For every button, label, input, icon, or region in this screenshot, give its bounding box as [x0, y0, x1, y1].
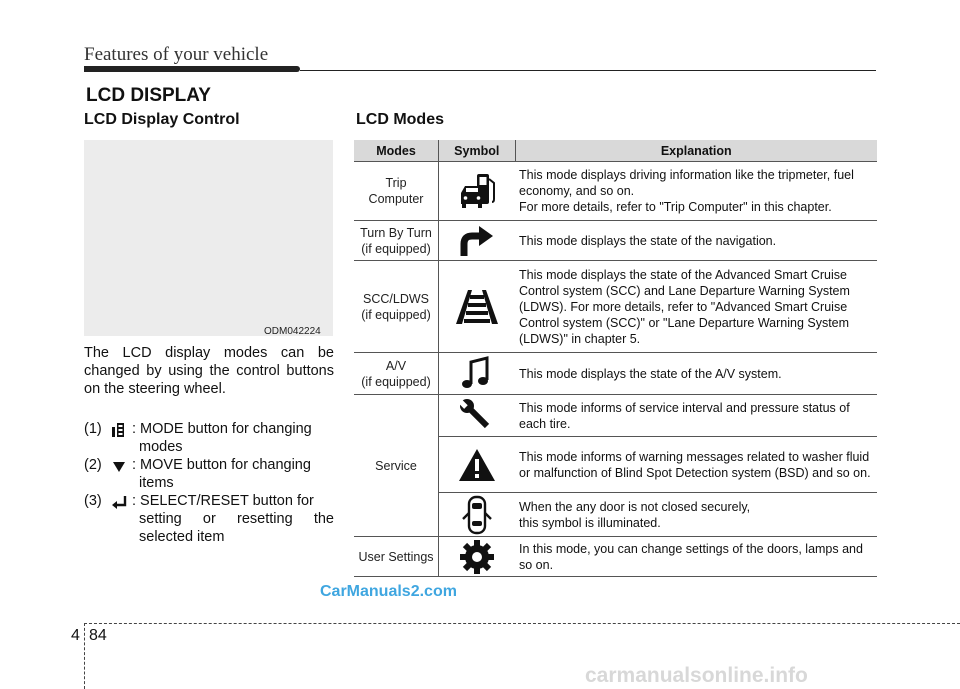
- mode-cell: Turn By Turn (if equipped): [354, 221, 439, 261]
- footer-rule: [84, 623, 960, 624]
- explanation-cell: This mode informs of warning messages related to washer fluid or malfunction of Blind Spot Detection system (BSD) and so on.: [515, 437, 877, 493]
- warning-icon: [439, 437, 516, 493]
- table-row: [354, 395, 877, 437]
- lane-icon: [439, 261, 516, 353]
- control-number: (1): [84, 421, 102, 437]
- explanation-cell: This mode displays the state of the A/V system.: [515, 353, 877, 395]
- mode-cell: User Settings: [354, 537, 439, 577]
- page-chapter: 4: [71, 627, 80, 644]
- explanation-cell: In this mode, you can change settings of the doors, lamps and so on.: [515, 537, 877, 577]
- header-title: Features of your vehicle: [84, 44, 269, 65]
- lcd-modes-heading: LCD Modes: [356, 111, 444, 128]
- control-number: (2): [84, 457, 102, 473]
- header-symbol: Symbol: [439, 140, 516, 162]
- table-header-row: [354, 140, 877, 162]
- control-text-cont: items: [139, 475, 174, 491]
- gear-icon: [439, 537, 516, 577]
- header-modes: Modes: [354, 140, 439, 162]
- page-number: 84: [89, 627, 107, 644]
- intro-paragraph: The LCD display modes can be changed by using the control buttons on the steering wheel.: [84, 345, 334, 397]
- explanation-cell: When the any door is not closed securely, this symbol is illuminated.: [515, 493, 877, 537]
- control-text: : MOVE button for changing: [132, 457, 311, 473]
- control-text-cont: setting or resetting the selected item: [139, 511, 334, 545]
- table-row: [354, 261, 877, 353]
- music-note-icon: [439, 353, 516, 395]
- explanation-cell: This mode informs of service interval and pressure status of each tire.: [515, 395, 877, 437]
- table-row: [354, 537, 877, 577]
- mode-cell: Service: [354, 395, 439, 537]
- section-title: LCD DISPLAY: [86, 85, 211, 106]
- control-text: : MODE button for changing: [132, 421, 312, 437]
- watermark-link[interactable]: CarManuals2.com: [320, 583, 457, 600]
- lcd-modes-table: [354, 140, 877, 577]
- header-explanation: Explanation: [515, 140, 877, 162]
- explanation-cell: This mode displays the state of the navigation.: [515, 221, 877, 261]
- explanation-cell: This mode displays the state of the Advanced Smart Cruise Control system (SCC) and Lane Departure Warning System (LDWS). For more details, refer to "Advanced Smart Cruise Control system (SCC)" or "Lane Departure Warning System (LDWS)" in chapter 5.: [515, 261, 877, 353]
- control-item-mode: [84, 420, 334, 456]
- table-row: [354, 162, 877, 221]
- mode-icon: [109, 421, 129, 439]
- control-item-select: [84, 492, 334, 546]
- header-bar: [84, 66, 300, 72]
- control-item-move: [84, 456, 334, 492]
- return-arrow-icon: [109, 493, 129, 511]
- table-row: [354, 221, 877, 261]
- door-open-icon: [439, 493, 516, 537]
- mode-cell: Trip Computer: [354, 162, 439, 221]
- lcd-display-control-heading: LCD Display Control: [84, 111, 240, 128]
- steering-wheel-image: [84, 140, 333, 336]
- turn-arrow-icon: [439, 221, 516, 261]
- footer-divider: [84, 623, 85, 689]
- watermark-footer: carmanualsonline.info: [585, 664, 808, 687]
- image-caption: ODM042224: [264, 326, 321, 337]
- triangle-down-icon: [109, 457, 129, 475]
- control-text-cont: modes: [139, 439, 183, 455]
- mode-cell: SCC/LDWS (if equipped): [354, 261, 439, 353]
- table-row: [354, 353, 877, 395]
- fuel-car-icon: [439, 162, 516, 221]
- header-rule: [300, 70, 876, 71]
- explanation-cell: This mode displays driving information like the tripmeter, fuel economy, and so on. For more details, refer to "Trip Computer" in this chapter.: [515, 162, 877, 221]
- control-text: : SELECT/RESET button for: [132, 493, 314, 509]
- mode-cell: A/V (if equipped): [354, 353, 439, 395]
- control-number: (3): [84, 493, 102, 509]
- wrench-icon: [439, 395, 516, 437]
